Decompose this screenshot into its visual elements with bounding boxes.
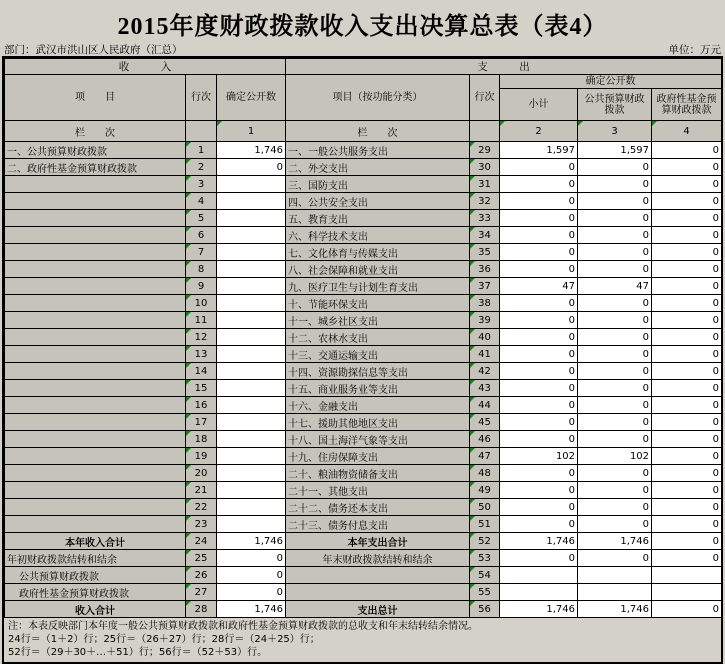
expense-item-cell[interactable]: 四、公共安全支出	[286, 193, 470, 210]
expense-fund-cell[interactable]: 0	[652, 516, 722, 533]
income-rowno-cell[interactable]: 22	[186, 499, 217, 516]
table-row	[5, 567, 722, 584]
expense-item-cell[interactable]: 六、科学技术支出	[286, 227, 470, 244]
expense-subtotal-cell[interactable]: 0	[500, 499, 578, 516]
expense-rowno-cell[interactable]: 50	[470, 499, 500, 516]
expense-fund-cell[interactable]: 0	[652, 448, 722, 465]
expense-item-cell[interactable]: 十一、城乡社区支出	[286, 312, 470, 329]
expense-subtotal-cell[interactable]: 0	[500, 312, 578, 329]
income-item-cell[interactable]	[5, 363, 186, 380]
expense-rowno-cell[interactable]: 37	[470, 278, 500, 295]
department-label: 部门：武汉市洪山区人民政府（汇总）	[4, 44, 183, 56]
expense-rowno-cell[interactable]: 55	[470, 584, 500, 601]
expense-rowno-cell[interactable]: 35	[470, 244, 500, 261]
expense-fund-cell[interactable]: 0	[652, 227, 722, 244]
expense-public-cell[interactable]: 47	[578, 278, 652, 295]
table-row	[5, 499, 722, 516]
expense-subtotal-cell[interactable]: 0	[500, 329, 578, 346]
income-rowno-cell[interactable]: 16	[186, 397, 217, 414]
expense-item-cell[interactable]: 十、节能环保支出	[286, 295, 470, 312]
table-row	[5, 516, 722, 533]
expense-public-cell[interactable]: 0	[578, 244, 652, 261]
income-value-cell[interactable]	[217, 482, 286, 499]
expense-subtotal-cell[interactable]: 0	[500, 261, 578, 278]
expense-public-cell[interactable]: 1,746	[578, 601, 652, 618]
expense-subtotal-cell[interactable]: 0	[500, 176, 578, 193]
note-line-3: 52行＝（29＋30＋…＋51）行；56行＝（52＋53）行。	[8, 647, 268, 658]
expense-rowno-header: 行次	[470, 75, 500, 121]
expense-public-cell[interactable]: 0	[578, 499, 652, 516]
income-rowno-cell[interactable]: 17	[186, 414, 217, 431]
income-value-cell[interactable]	[217, 227, 286, 244]
income-rowno-cell[interactable]: 23	[186, 516, 217, 533]
income-item-cell[interactable]	[5, 465, 186, 482]
expense-fund-cell[interactable]: 0	[652, 346, 722, 363]
table-row	[5, 329, 722, 346]
table-row	[5, 397, 722, 414]
table-row	[5, 431, 722, 448]
note-line-2: 24行＝（1＋2）行；25行＝（26＋27）行；28行＝（24＋25）行；	[8, 634, 320, 645]
expense-item-cell[interactable]: 十五、商业服务业等支出	[286, 380, 470, 397]
expense-item-cell[interactable]: 二十三、债务付息支出	[286, 516, 470, 533]
income-value-cell[interactable]	[217, 193, 286, 210]
expense-subtotal-cell[interactable]: 0	[500, 210, 578, 227]
income-value-cell[interactable]: 0	[217, 567, 286, 584]
income-rowno-cell[interactable]: 26	[186, 567, 217, 584]
table-row	[5, 380, 722, 397]
income-rowno-cell[interactable]: 27	[186, 584, 217, 601]
table-row	[5, 159, 722, 176]
income-value-cell[interactable]	[217, 499, 286, 516]
expense-rowno-cell[interactable]: 40	[470, 329, 500, 346]
expense-item-cell[interactable]: 支出总计	[286, 601, 470, 618]
income-item-cell[interactable]	[5, 397, 186, 414]
expense-fund-cell[interactable]: 0	[652, 142, 722, 159]
income-section-banner: 收 入	[5, 59, 286, 75]
income-value-cell[interactable]: 1,746	[217, 142, 286, 159]
income-item-cell[interactable]	[5, 261, 186, 278]
income-value-cell[interactable]	[217, 414, 286, 431]
expense-fund-cell[interactable]	[652, 584, 722, 601]
expense-rowno-cell[interactable]: 39	[470, 312, 500, 329]
expense-public-cell[interactable]: 0	[578, 176, 652, 193]
income-rowno-cell[interactable]: 18	[186, 431, 217, 448]
expense-rowno-cell[interactable]: 49	[470, 482, 500, 499]
expense-public-cell[interactable]	[578, 584, 652, 601]
expense-rowno-cell[interactable]: 53	[470, 550, 500, 567]
income-rowno-cell[interactable]: 2	[186, 159, 217, 176]
income-item-cell[interactable]	[5, 210, 186, 227]
expense-public-cell[interactable]: 0	[578, 193, 652, 210]
income-value-cell[interactable]	[217, 448, 286, 465]
income-value-cell[interactable]	[217, 312, 286, 329]
expense-public-cell[interactable]: 0	[578, 295, 652, 312]
expense-fund-cell[interactable]: 0	[652, 397, 722, 414]
expense-rowno-cell[interactable]: 48	[470, 465, 500, 482]
income-item-cell[interactable]	[5, 278, 186, 295]
expense-public-cell[interactable]	[578, 567, 652, 584]
expense-subtotal-cell[interactable]: 0	[500, 227, 578, 244]
expense-rowno-cell[interactable]: 38	[470, 295, 500, 312]
expense-column-index-label: 栏 次	[286, 121, 470, 142]
expense-item-cell[interactable]: 十四、资源勘探信息等支出	[286, 363, 470, 380]
income-rowno-cell[interactable]: 3	[186, 176, 217, 193]
expense-item-cell[interactable]: 九、医疗卫生与计划生育支出	[286, 278, 470, 295]
income-item-cell[interactable]	[5, 329, 186, 346]
expense-public-cell[interactable]: 0	[578, 550, 652, 567]
income-rowno-cell[interactable]: 4	[186, 193, 217, 210]
expense-fund-cell[interactable]: 0	[652, 414, 722, 431]
income-rowno-cell[interactable]: 28	[186, 601, 217, 618]
income-value-cell[interactable]	[217, 176, 286, 193]
note-line-1: 注：本表反映部门本年度一般公共预算财政拨款和政府性基金预算财政拨款的总收支和年末结转结余情况。	[8, 621, 478, 632]
expense-public-cell[interactable]: 0	[578, 261, 652, 278]
expense-fund-cell[interactable]: 0	[652, 431, 722, 448]
expense-fund-cell[interactable]: 0	[652, 244, 722, 261]
expense-subtotal-cell[interactable]: 0	[500, 414, 578, 431]
expense-subtotal-cell[interactable]: 0	[500, 363, 578, 380]
income-rowno-cell[interactable]: 9	[186, 278, 217, 295]
expense-rowno-cell[interactable]: 46	[470, 431, 500, 448]
income-item-cell[interactable]: 一、公共预算财政拨款	[5, 142, 186, 159]
expense-rowno-cell[interactable]: 29	[470, 142, 500, 159]
income-rowno-cell[interactable]: 1	[186, 142, 217, 159]
table-row	[5, 465, 722, 482]
expense-subtotal-cell[interactable]: 0	[500, 431, 578, 448]
expense-rowno-cell[interactable]: 51	[470, 516, 500, 533]
expense-rowno-cell[interactable]: 52	[470, 533, 500, 550]
page-title: 2015年度财政拨款收入支出决算总表（表4）	[117, 14, 608, 40]
blank-cell	[186, 121, 217, 142]
gov-fund-header: 政府性基金预算财政拨款	[652, 89, 722, 121]
expense-item-cell[interactable]: 一、一般公共服务支出	[286, 142, 470, 159]
expense-subtotal-cell[interactable]: 0	[500, 346, 578, 363]
expense-rowno-cell[interactable]: 36	[470, 261, 500, 278]
income-rowno-cell[interactable]: 19	[186, 448, 217, 465]
table-row	[5, 193, 722, 210]
expense-public-cell[interactable]: 0	[578, 380, 652, 397]
expense-rowno-cell[interactable]: 31	[470, 176, 500, 193]
income-item-cell[interactable]: 收入合计	[5, 601, 186, 618]
table-row	[5, 533, 722, 550]
expense-public-cell[interactable]: 0	[578, 227, 652, 244]
expense-subtotal-cell[interactable]: 1,746	[500, 601, 578, 618]
expense-rowno-cell[interactable]: 34	[470, 227, 500, 244]
income-value-cell[interactable]	[217, 363, 286, 380]
expense-item-header: 项目（按功能分类）	[286, 75, 470, 121]
statement-table	[2, 56, 723, 664]
income-item-cell[interactable]	[5, 414, 186, 431]
expense-item-cell[interactable]: 年末财政拨款结转和结余	[286, 550, 470, 567]
expense-fund-cell[interactable]: 0	[652, 363, 722, 380]
table-body	[5, 142, 722, 618]
income-rowno-cell[interactable]: 14	[186, 363, 217, 380]
expense-subtotal-cell[interactable]: 0	[500, 244, 578, 261]
table-notes	[4, 618, 721, 662]
expense-subtotal-cell[interactable]: 0	[500, 516, 578, 533]
unit-label: 单位：万元	[668, 44, 721, 56]
expense-fund-cell[interactable]: 0	[652, 380, 722, 397]
expense-public-cell[interactable]: 0	[578, 414, 652, 431]
expense-public-cell[interactable]: 0	[578, 363, 652, 380]
table-row	[5, 346, 722, 363]
expense-fund-cell[interactable]: 0	[652, 176, 722, 193]
income-value-cell[interactable]	[217, 261, 286, 278]
income-rowno-cell[interactable]: 8	[186, 261, 217, 278]
expense-item-cell[interactable]: 十七、援助其他地区支出	[286, 414, 470, 431]
subtotal-header: 小计	[500, 89, 578, 121]
income-item-cell[interactable]	[5, 312, 186, 329]
income-rowno-cell[interactable]: 13	[186, 346, 217, 363]
income-value-cell[interactable]: 0	[217, 584, 286, 601]
expense-rowno-cell[interactable]: 41	[470, 346, 500, 363]
expense-public-cell[interactable]: 102	[578, 448, 652, 465]
expense-item-cell[interactable]: 十二、农林水支出	[286, 329, 470, 346]
income-item-cell[interactable]	[5, 380, 186, 397]
expense-item-cell[interactable]: 五、教育支出	[286, 210, 470, 227]
income-item-cell[interactable]	[5, 295, 186, 312]
income-rowno-cell[interactable]: 6	[186, 227, 217, 244]
expense-subtotal-cell[interactable]: 0	[500, 397, 578, 414]
expense-rowno-cell[interactable]: 42	[470, 363, 500, 380]
income-rowno-cell[interactable]: 10	[186, 295, 217, 312]
expense-rowno-cell[interactable]: 43	[470, 380, 500, 397]
expense-rowno-cell[interactable]: 44	[470, 397, 500, 414]
income-item-cell[interactable]: 年初财政拨款结转和结余	[5, 550, 186, 567]
table-row	[5, 295, 722, 312]
expense-item-cell[interactable]: 十六、金融支出	[286, 397, 470, 414]
expense-amount-group-header: 确定公开数	[500, 75, 722, 89]
expense-subtotal-cell[interactable]: 1,746	[500, 533, 578, 550]
income-amount-header: 确定公开数	[217, 75, 286, 121]
table-grid	[4, 58, 722, 618]
expense-fund-cell[interactable]: 0	[652, 533, 722, 550]
income-value-cell[interactable]: 0	[217, 550, 286, 567]
income-rowno-cell[interactable]: 5	[186, 210, 217, 227]
expense-item-cell[interactable]: 七、文化体育与传媒支出	[286, 244, 470, 261]
income-column-index-label: 栏 次	[5, 121, 186, 142]
income-item-cell[interactable]	[5, 244, 186, 261]
expense-fund-cell[interactable]: 0	[652, 210, 722, 227]
expense-public-cell[interactable]: 0	[578, 482, 652, 499]
expense-subtotal-cell[interactable]: 102	[500, 448, 578, 465]
expense-rowno-cell[interactable]: 30	[470, 159, 500, 176]
table-row	[5, 210, 722, 227]
expense-public-cell[interactable]: 0	[578, 465, 652, 482]
income-value-cell[interactable]	[217, 295, 286, 312]
income-item-cell[interactable]: 政府性基金预算财政拨款	[5, 584, 186, 601]
expense-item-cell[interactable]	[286, 584, 470, 601]
expense-fund-cell[interactable]: 0	[652, 278, 722, 295]
expense-public-cell[interactable]: 1,597	[578, 142, 652, 159]
income-value-cell[interactable]	[217, 329, 286, 346]
column-number-cell: 2	[500, 121, 578, 142]
table-row	[5, 482, 722, 499]
income-item-cell[interactable]: 本年收入合计	[5, 533, 186, 550]
table-row	[5, 448, 722, 465]
expense-subtotal-cell[interactable]	[500, 567, 578, 584]
income-item-cell[interactable]: 二、政府性基金预算财政拨款	[5, 159, 186, 176]
income-rowno-cell[interactable]: 12	[186, 329, 217, 346]
expense-item-cell[interactable]: 十八、国土海洋气象等支出	[286, 431, 470, 448]
expense-fund-cell[interactable]: 0	[652, 312, 722, 329]
public-budget-header: 公共预算财政拨款	[578, 89, 652, 121]
expense-public-cell[interactable]: 0	[578, 516, 652, 533]
expense-fund-cell[interactable]	[652, 567, 722, 584]
table-row	[5, 312, 722, 329]
expense-rowno-cell[interactable]: 33	[470, 210, 500, 227]
expense-subtotal-cell[interactable]: 0	[500, 482, 578, 499]
expense-rowno-cell[interactable]: 45	[470, 414, 500, 431]
table-row	[5, 244, 722, 261]
income-item-cell[interactable]	[5, 346, 186, 363]
expense-fund-cell[interactable]: 0	[652, 550, 722, 567]
column-header-row	[5, 75, 722, 89]
expense-public-cell[interactable]: 0	[578, 397, 652, 414]
expense-subtotal-cell[interactable]: 1,597	[500, 142, 578, 159]
income-value-cell[interactable]	[217, 278, 286, 295]
table-row	[5, 584, 722, 601]
expense-item-cell[interactable]: 本年支出合计	[286, 533, 470, 550]
expense-fund-cell[interactable]: 0	[652, 465, 722, 482]
expense-public-cell[interactable]: 1,746	[578, 533, 652, 550]
expense-public-cell[interactable]: 0	[578, 431, 652, 448]
expense-subtotal-cell[interactable]	[500, 584, 578, 601]
income-value-cell[interactable]	[217, 397, 286, 414]
income-item-cell[interactable]	[5, 499, 186, 516]
expense-public-cell[interactable]: 0	[578, 312, 652, 329]
table-row	[5, 414, 722, 431]
income-item-cell[interactable]	[5, 227, 186, 244]
table-row	[5, 550, 722, 567]
income-value-cell[interactable]	[217, 465, 286, 482]
income-value-cell[interactable]	[217, 210, 286, 227]
column-index-row	[5, 121, 722, 142]
expense-rowno-cell[interactable]: 54	[470, 567, 500, 584]
income-value-cell[interactable]: 1,746	[217, 533, 286, 550]
income-value-cell[interactable]	[217, 380, 286, 397]
income-rowno-cell[interactable]: 20	[186, 465, 217, 482]
income-value-cell[interactable]: 0	[217, 159, 286, 176]
expense-item-cell[interactable]: 十三、交通运输支出	[286, 346, 470, 363]
expense-item-cell[interactable]: 二十二、债务还本支出	[286, 499, 470, 516]
table-row	[5, 227, 722, 244]
expense-item-cell[interactable]: 二十一、其他支出	[286, 482, 470, 499]
income-rowno-header: 行次	[186, 75, 217, 121]
expense-public-cell[interactable]: 0	[578, 329, 652, 346]
expense-fund-cell[interactable]: 0	[652, 159, 722, 176]
expense-subtotal-cell[interactable]: 0	[500, 550, 578, 567]
expense-rowno-cell[interactable]: 47	[470, 448, 500, 465]
column-number-cell: 1	[217, 121, 286, 142]
expense-fund-cell[interactable]: 0	[652, 295, 722, 312]
expense-subtotal-cell[interactable]: 0	[500, 193, 578, 210]
expense-section-banner: 支 出	[286, 59, 722, 75]
column-number-cell: 4	[652, 121, 722, 142]
income-rowno-cell[interactable]: 7	[186, 244, 217, 261]
income-item-cell[interactable]: 公共预算财政拨款	[5, 567, 186, 584]
income-value-cell[interactable]	[217, 516, 286, 533]
income-item-cell[interactable]	[5, 176, 186, 193]
expense-subtotal-cell[interactable]: 47	[500, 278, 578, 295]
expense-item-cell[interactable]	[286, 567, 470, 584]
income-item-cell[interactable]	[5, 482, 186, 499]
income-item-cell[interactable]	[5, 516, 186, 533]
meta-row	[4, 42, 721, 55]
expense-public-cell[interactable]: 0	[578, 346, 652, 363]
expense-rowno-cell[interactable]: 56	[470, 601, 500, 618]
column-number-cell: 3	[578, 121, 652, 142]
expense-fund-cell[interactable]: 0	[652, 261, 722, 278]
expense-fund-cell[interactable]: 0	[652, 601, 722, 618]
income-value-cell[interactable]	[217, 244, 286, 261]
income-rowno-cell[interactable]: 11	[186, 312, 217, 329]
income-rowno-cell[interactable]: 15	[186, 380, 217, 397]
expense-fund-cell[interactable]: 0	[652, 329, 722, 346]
income-value-cell[interactable]: 1,746	[217, 601, 286, 618]
income-rowno-cell[interactable]: 25	[186, 550, 217, 567]
section-banner-row	[5, 59, 722, 75]
income-rowno-cell[interactable]: 21	[186, 482, 217, 499]
income-value-cell[interactable]	[217, 431, 286, 448]
expense-item-cell[interactable]: 八、社会保障和就业支出	[286, 261, 470, 278]
expense-item-cell[interactable]: 三、国防支出	[286, 176, 470, 193]
table-row	[5, 278, 722, 295]
income-item-cell[interactable]	[5, 193, 186, 210]
expense-fund-cell[interactable]: 0	[652, 499, 722, 516]
table-row	[5, 142, 722, 159]
expense-rowno-cell[interactable]: 32	[470, 193, 500, 210]
expense-fund-cell[interactable]: 0	[652, 482, 722, 499]
table-row	[5, 176, 722, 193]
expense-subtotal-cell[interactable]: 0	[500, 295, 578, 312]
expense-item-cell[interactable]: 十九、住房保障支出	[286, 448, 470, 465]
expense-fund-cell[interactable]: 0	[652, 193, 722, 210]
expense-public-cell[interactable]: 0	[578, 210, 652, 227]
income-rowno-cell[interactable]: 24	[186, 533, 217, 550]
expense-subtotal-cell[interactable]: 0	[500, 159, 578, 176]
income-item-cell[interactable]	[5, 448, 186, 465]
expense-subtotal-cell[interactable]: 0	[500, 465, 578, 482]
expense-item-cell[interactable]: 二、外交支出	[286, 159, 470, 176]
table-row	[5, 261, 722, 278]
table-row	[5, 363, 722, 380]
income-value-cell[interactable]	[217, 346, 286, 363]
income-item-header: 项 目	[5, 75, 186, 121]
expense-subtotal-cell[interactable]: 0	[500, 380, 578, 397]
income-item-cell[interactable]	[5, 431, 186, 448]
expense-public-cell[interactable]: 0	[578, 159, 652, 176]
table-row	[5, 601, 722, 618]
blank-cell	[470, 121, 500, 142]
expense-item-cell[interactable]: 二十、粮油物资储备支出	[286, 465, 470, 482]
